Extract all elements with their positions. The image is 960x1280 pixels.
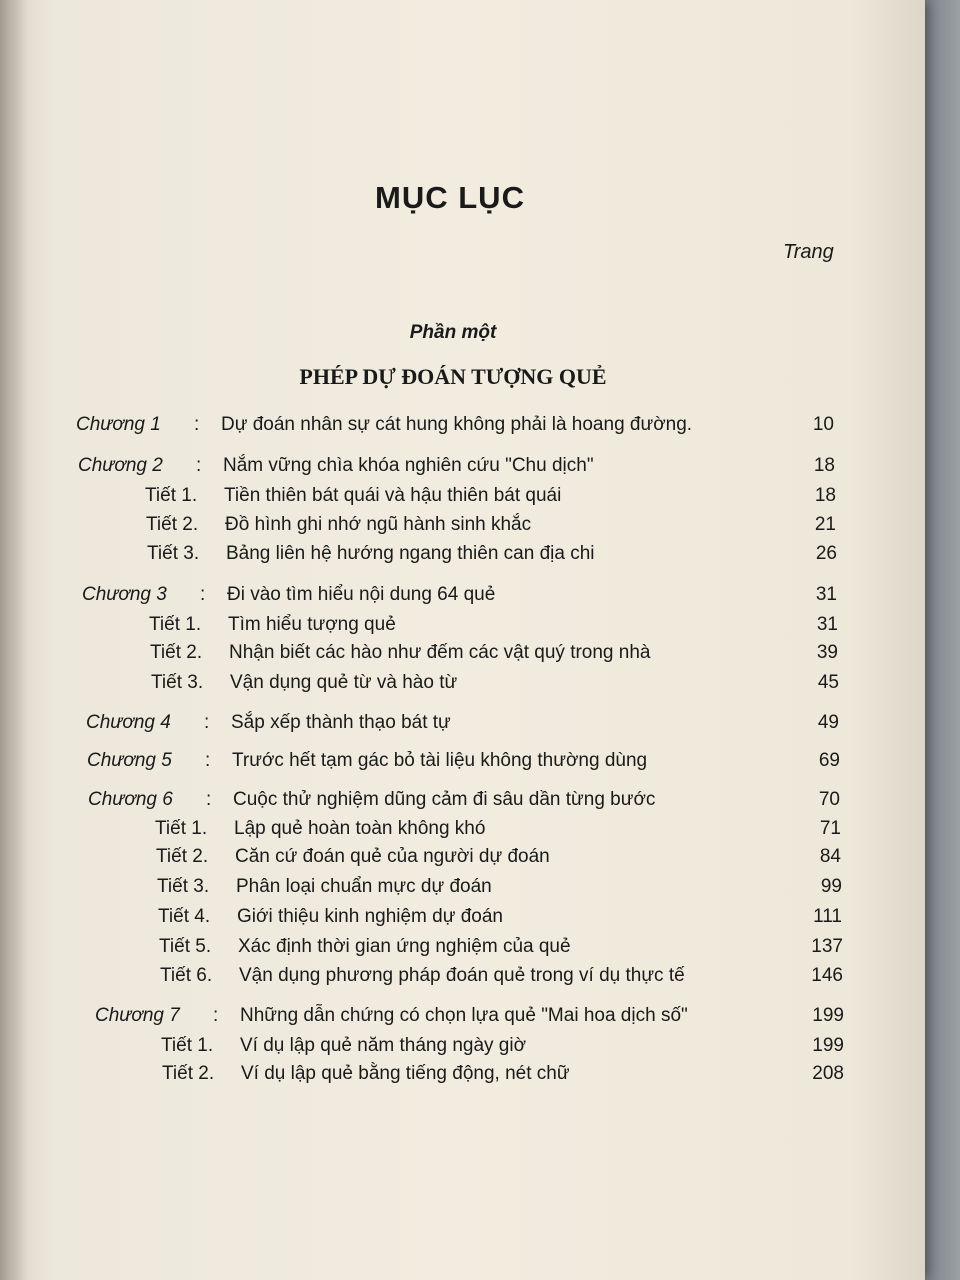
page-number: 199: [812, 1035, 844, 1056]
chapter-label: Chương 6: [88, 789, 173, 810]
chapter-title: Đi vào tìm hiểu nội dung 64 quẻ: [227, 584, 496, 605]
section-title: Bảng liên hệ hướng ngang thiên can địa chi: [226, 543, 595, 564]
toc-section-row: [0, 672, 925, 700]
page-number: 111: [813, 906, 842, 927]
page-number: 39: [816, 642, 838, 663]
section-label: Tiết 6.: [160, 965, 213, 986]
chapter-title: Những dẫn chứng có chọn lựa quẻ "Mai hoa dịch số": [240, 1005, 688, 1026]
toc-section-row: [0, 1063, 925, 1091]
toc-section-row: [0, 936, 925, 964]
toc-section-row: [0, 906, 925, 934]
chapter-label: Chương 5: [87, 750, 172, 771]
page-number: 31: [816, 614, 838, 635]
chapter-label: Chương 1: [76, 414, 161, 435]
page-number: 70: [818, 789, 840, 810]
section-label: Tiết 1.: [149, 614, 202, 635]
section-title: Căn cứ đoán quẻ của người dự đoán: [235, 846, 550, 867]
chapter-label: Chương 3: [82, 584, 167, 605]
toc-chapter-row: [0, 414, 925, 442]
section-title: Ví dụ lập quẻ năm tháng ngày giờ: [240, 1035, 527, 1056]
section-label: Tiết 2.: [162, 1063, 215, 1084]
section-title: Tìm hiểu tượng quẻ: [228, 614, 396, 635]
section-label: Tiết 2.: [150, 642, 203, 663]
page-number: 31: [815, 584, 837, 605]
section-label: Tiết 3.: [151, 672, 204, 693]
chapter-title: Sắp xếp thành thạo bát tự: [231, 712, 451, 733]
toc-chapter-row: [0, 584, 925, 612]
part-title: PHÉP DỰ ĐOÁN TƯỢNG QUẺ: [299, 364, 607, 389]
section-label: Tiết 3.: [147, 543, 200, 564]
toc-chapter-row: [0, 1005, 925, 1033]
section-label: Tiết 1.: [161, 1035, 214, 1056]
section-title: Nhận biết các hào như đếm các vật quý trong nhà: [229, 642, 651, 663]
chapter-colon: :: [213, 1005, 219, 1026]
chapter-title: Cuộc thử nghiệm dũng cảm đi sâu dần từng bước: [233, 789, 656, 810]
toc-chapter-row: [0, 455, 925, 483]
toc-chapter-row: [0, 712, 925, 740]
chapter-colon: :: [205, 750, 211, 771]
part-label: Phần một: [409, 322, 497, 343]
section-title: Tiền thiên bát quái và hậu thiên bát quái: [224, 485, 562, 506]
toc-chapter-row: [0, 789, 925, 817]
page-number: 84: [819, 846, 841, 867]
page-number: 208: [812, 1063, 844, 1084]
chapter-title: Trước hết tạm gác bỏ tài liệu không thường dùng: [232, 750, 648, 771]
page-number: 10: [812, 414, 834, 435]
page-number: 137: [811, 936, 843, 957]
chapter-label: Chương 2: [78, 455, 163, 476]
page-number: 45: [817, 672, 839, 693]
chapter-colon: :: [204, 712, 210, 733]
section-title: Đồ hình ghi nhớ ngũ hành sinh khắc: [225, 514, 532, 535]
chapter-colon: :: [206, 789, 212, 810]
section-title: Ví dụ lập quẻ bằng tiếng động, nét chữ: [241, 1063, 570, 1084]
section-label: Tiết 1.: [145, 485, 198, 506]
chapter-title: Nắm vững chìa khóa nghiên cứu "Chu dịch": [223, 455, 594, 476]
section-label: Tiết 4.: [158, 906, 211, 927]
page-number: 99: [820, 876, 842, 897]
page-number: 18: [814, 485, 836, 506]
toc-section-row: [0, 543, 925, 571]
chapter-title: Dự đoán nhân sự cát hung không phải là hoang đường.: [221, 414, 693, 435]
toc-section-row: [0, 1035, 925, 1063]
section-label: Tiết 2.: [146, 514, 199, 535]
page-number: 69: [818, 750, 840, 771]
toc-section-row: [0, 514, 925, 542]
page-column-label: Trang: [783, 241, 834, 263]
page-number: 146: [811, 965, 843, 986]
toc-section-row: [0, 818, 925, 846]
section-label: Tiết 1.: [155, 818, 208, 839]
section-title: Xác định thời gian ứng nghiệm của quẻ: [238, 936, 571, 957]
section-label: Tiết 5.: [159, 936, 212, 957]
toc-section-row: [0, 965, 925, 993]
page-number: 21: [814, 514, 836, 535]
chapter-label: Chương 7: [95, 1005, 180, 1026]
page-number: 71: [819, 818, 841, 839]
section-title: Vận dụng phương pháp đoán quẻ trong ví dụ thực tế: [239, 965, 685, 986]
section-label: Tiết 3.: [157, 876, 210, 897]
chapter-colon: :: [194, 414, 200, 435]
toc-chapter-row: [0, 750, 925, 778]
chapter-label: Chương 4: [86, 712, 171, 733]
section-title: Giới thiệu kinh nghiệm dự đoán: [237, 906, 503, 927]
section-title: Vận dụng quẻ từ và hào từ: [230, 672, 458, 693]
page-title: MỤC LỤC: [375, 180, 525, 215]
page-number: 18: [813, 455, 835, 476]
section-title: Lập quẻ hoàn toàn không khó: [234, 818, 486, 839]
page-number: 49: [817, 712, 839, 733]
toc-section-row: [0, 485, 925, 513]
chapter-colon: :: [196, 455, 202, 476]
page-number: 26: [815, 543, 837, 564]
section-title: Phân loại chuẩn mực dự đoán: [236, 876, 492, 897]
toc-section-row: [0, 876, 925, 904]
section-label: Tiết 2.: [156, 846, 209, 867]
chapter-colon: :: [200, 584, 206, 605]
toc-section-row: [0, 614, 925, 642]
page-number: 199: [812, 1005, 844, 1026]
toc-section-row: [0, 642, 925, 670]
toc-section-row: [0, 846, 925, 874]
